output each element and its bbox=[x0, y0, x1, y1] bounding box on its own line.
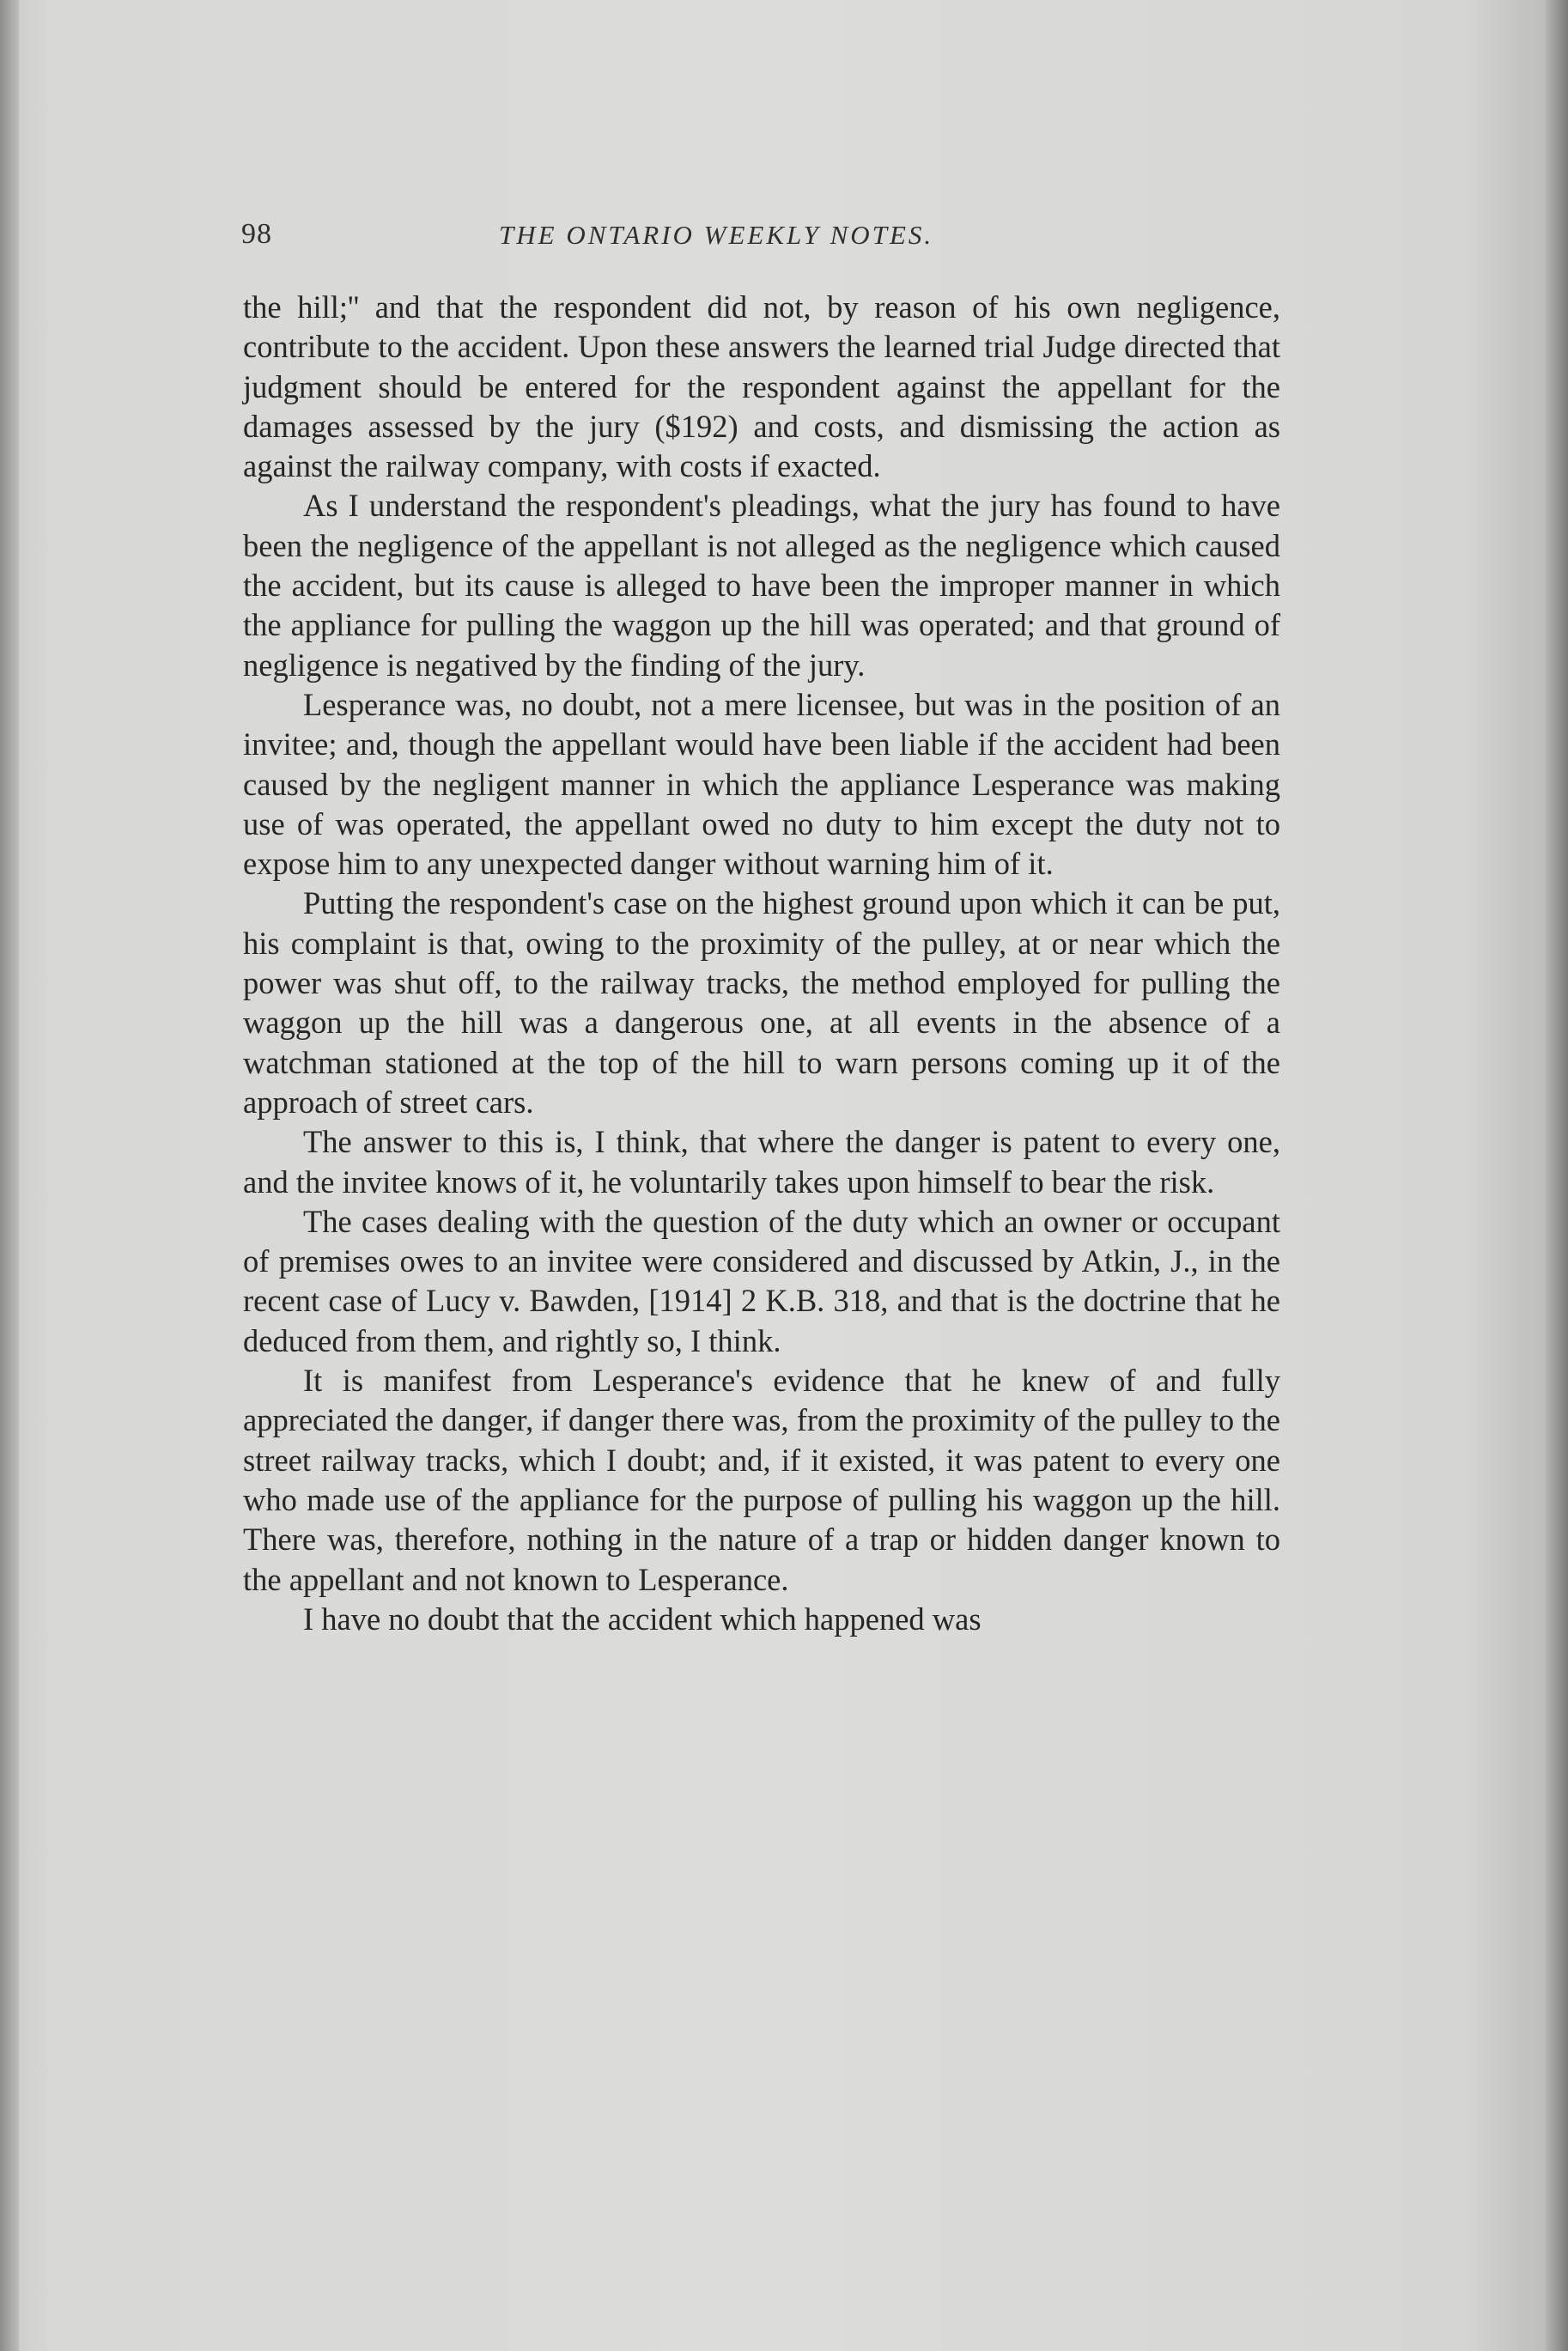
running-header bbox=[241, 208, 1282, 259]
paragraph: As I understand the respondent's pleadings, what the jury has found to have been the negligence of the appellant is not alleged as the negligence which caused the accident, but its cause is alleged to have been the improper manner in which the appliance for pulling the waggon up the hill was operated; and that ground of negligence is negatived by the finding of the jury. bbox=[243, 488, 1280, 683]
paragraph: The answer to this is, I think, that where the danger is patent to every one, and the invitee knows of it, he voluntarily takes upon himself to bear the risk. bbox=[243, 1124, 1280, 1200]
paragraph: I have no doubt that the accident which happened was bbox=[303, 1601, 982, 1637]
page-gutter-shadow bbox=[0, 0, 19, 2351]
paragraph: Putting the respondent's case on the highest ground upon which it can be put, his complaint is that, owing to the proximity of the pulley, at or near which the power was shut off, to the railway tracks, the method employed for pulling the waggon up the hill was a dangerous one, at all events in the absence of a watchman stationed at the top of the hill to warn persons coming up it of the approach of street cars. bbox=[243, 885, 1280, 1120]
paragraph-continued: the hill;'' and that the respondent did not, by reason of his own negligence, contribute to the accident. Upon these answers the learned trial Judge directed that judgment should be entered for the respondent against the appellant for the damages assessed by the jury ($192) and costs, and dismissing the action as against the railway company, with costs if exacted. bbox=[243, 289, 1280, 484]
paragraph: Lesperance was, no doubt, not a mere licensee, but was in the position of an invitee; and, though the appellant would have been liable if the accident had been caused by the negligent manner in which the appliance Lesperance was making use of was operated, the appellant owed no duty to him except the duty not to expose him to any unexpected danger without warning him of it. bbox=[243, 686, 1280, 882]
paragraph: It is manifest from Lesperance's evidence that he knew of and fully appreciated the danger, if danger there was, from the proximity of the pulley to the street railway tracks, which I doubt; and, if it existed, it was patent to every one who made use of the appliance for the purpose of pulling his waggon up the hill. There was, therefore, nothing in the nature of a trap or hidden danger known to the appellant and not known to Lesperance. bbox=[243, 1363, 1280, 1597]
page-number: 98 bbox=[241, 218, 272, 250]
paragraph: The cases dealing with the question of the duty which an owner or occupant of premises owes to an invitee were considered and discussed by Atkin, J., in the recent case of Lucy v. Bawden, [1914] 2 K.B. 318, and that is the doctrine that he deduced from them, and rightly so, I think. bbox=[243, 1203, 1280, 1358]
journal-title: THE ONTARIO WEEKLY NOTES. bbox=[499, 220, 934, 250]
body-text bbox=[243, 288, 1280, 1639]
page-edge-shadow bbox=[1546, 0, 1568, 2351]
